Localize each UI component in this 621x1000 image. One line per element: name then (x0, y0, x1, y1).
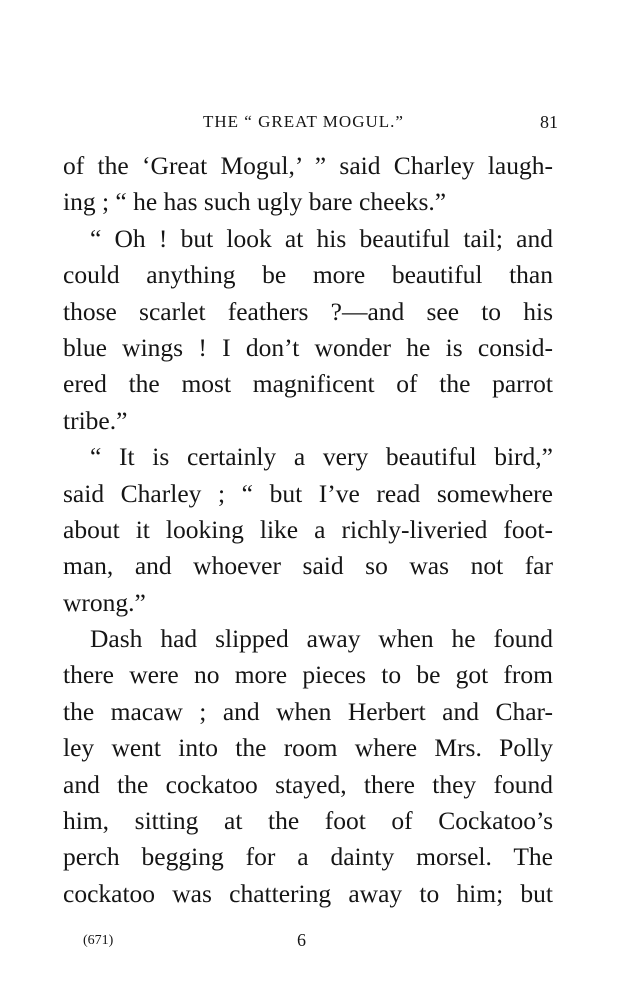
text-line: wrong.” (63, 587, 146, 617)
text-line: and the cockatoo stayed, there they found (63, 769, 553, 799)
text-line: could anything be more beautiful than (63, 260, 553, 290)
text-line: him, sitting at the foot of Cockatoo’s (63, 806, 553, 836)
text-line: said Charley ; “ but I’ve read somewhere (63, 478, 553, 508)
text-line: of the ‘Great Mogul,’ ” said Charley laugh- (63, 151, 553, 180)
text-line: there were no more pieces to be got from (63, 660, 553, 690)
text-line: blue wings ! I don’t wonder he is consid- (63, 332, 553, 362)
text-line: “ It is certainly a very beautiful bird,” (90, 442, 553, 472)
text-line: ered the most magnificent of the parrot (63, 369, 553, 399)
body-text (63, 148, 553, 912)
text-line: the macaw ; and when Herbert and Char- (63, 696, 553, 726)
text-line: about it looking like a richly-liveried foot- (63, 514, 553, 544)
text-line: those scarlet feathers ?—and see to his (63, 296, 553, 326)
text-line: man, and whoever said so was not far (63, 551, 553, 581)
running-head (63, 112, 558, 138)
text-line: perch begging for a dainty morsel. The (63, 842, 553, 872)
running-title: THE “ GREAT MOGUL.” (203, 112, 404, 131)
text-line: tribe.” (63, 405, 128, 435)
page-footer (83, 930, 483, 954)
text-line: “ Oh ! but look at his beautiful tail; and (90, 223, 553, 253)
text-line: ing ; “ he has such ugly bare cheeks.” (63, 187, 447, 217)
text-line: ley went into the room where Mrs. Polly (63, 733, 553, 763)
page-number: 81 (540, 112, 558, 132)
signature-mark: 6 (297, 930, 306, 950)
text-line: Dash had slipped away when he found (90, 624, 553, 654)
text-line: cockatoo was chattering away to him; but (63, 878, 553, 908)
signature-code: (671) (83, 933, 114, 948)
